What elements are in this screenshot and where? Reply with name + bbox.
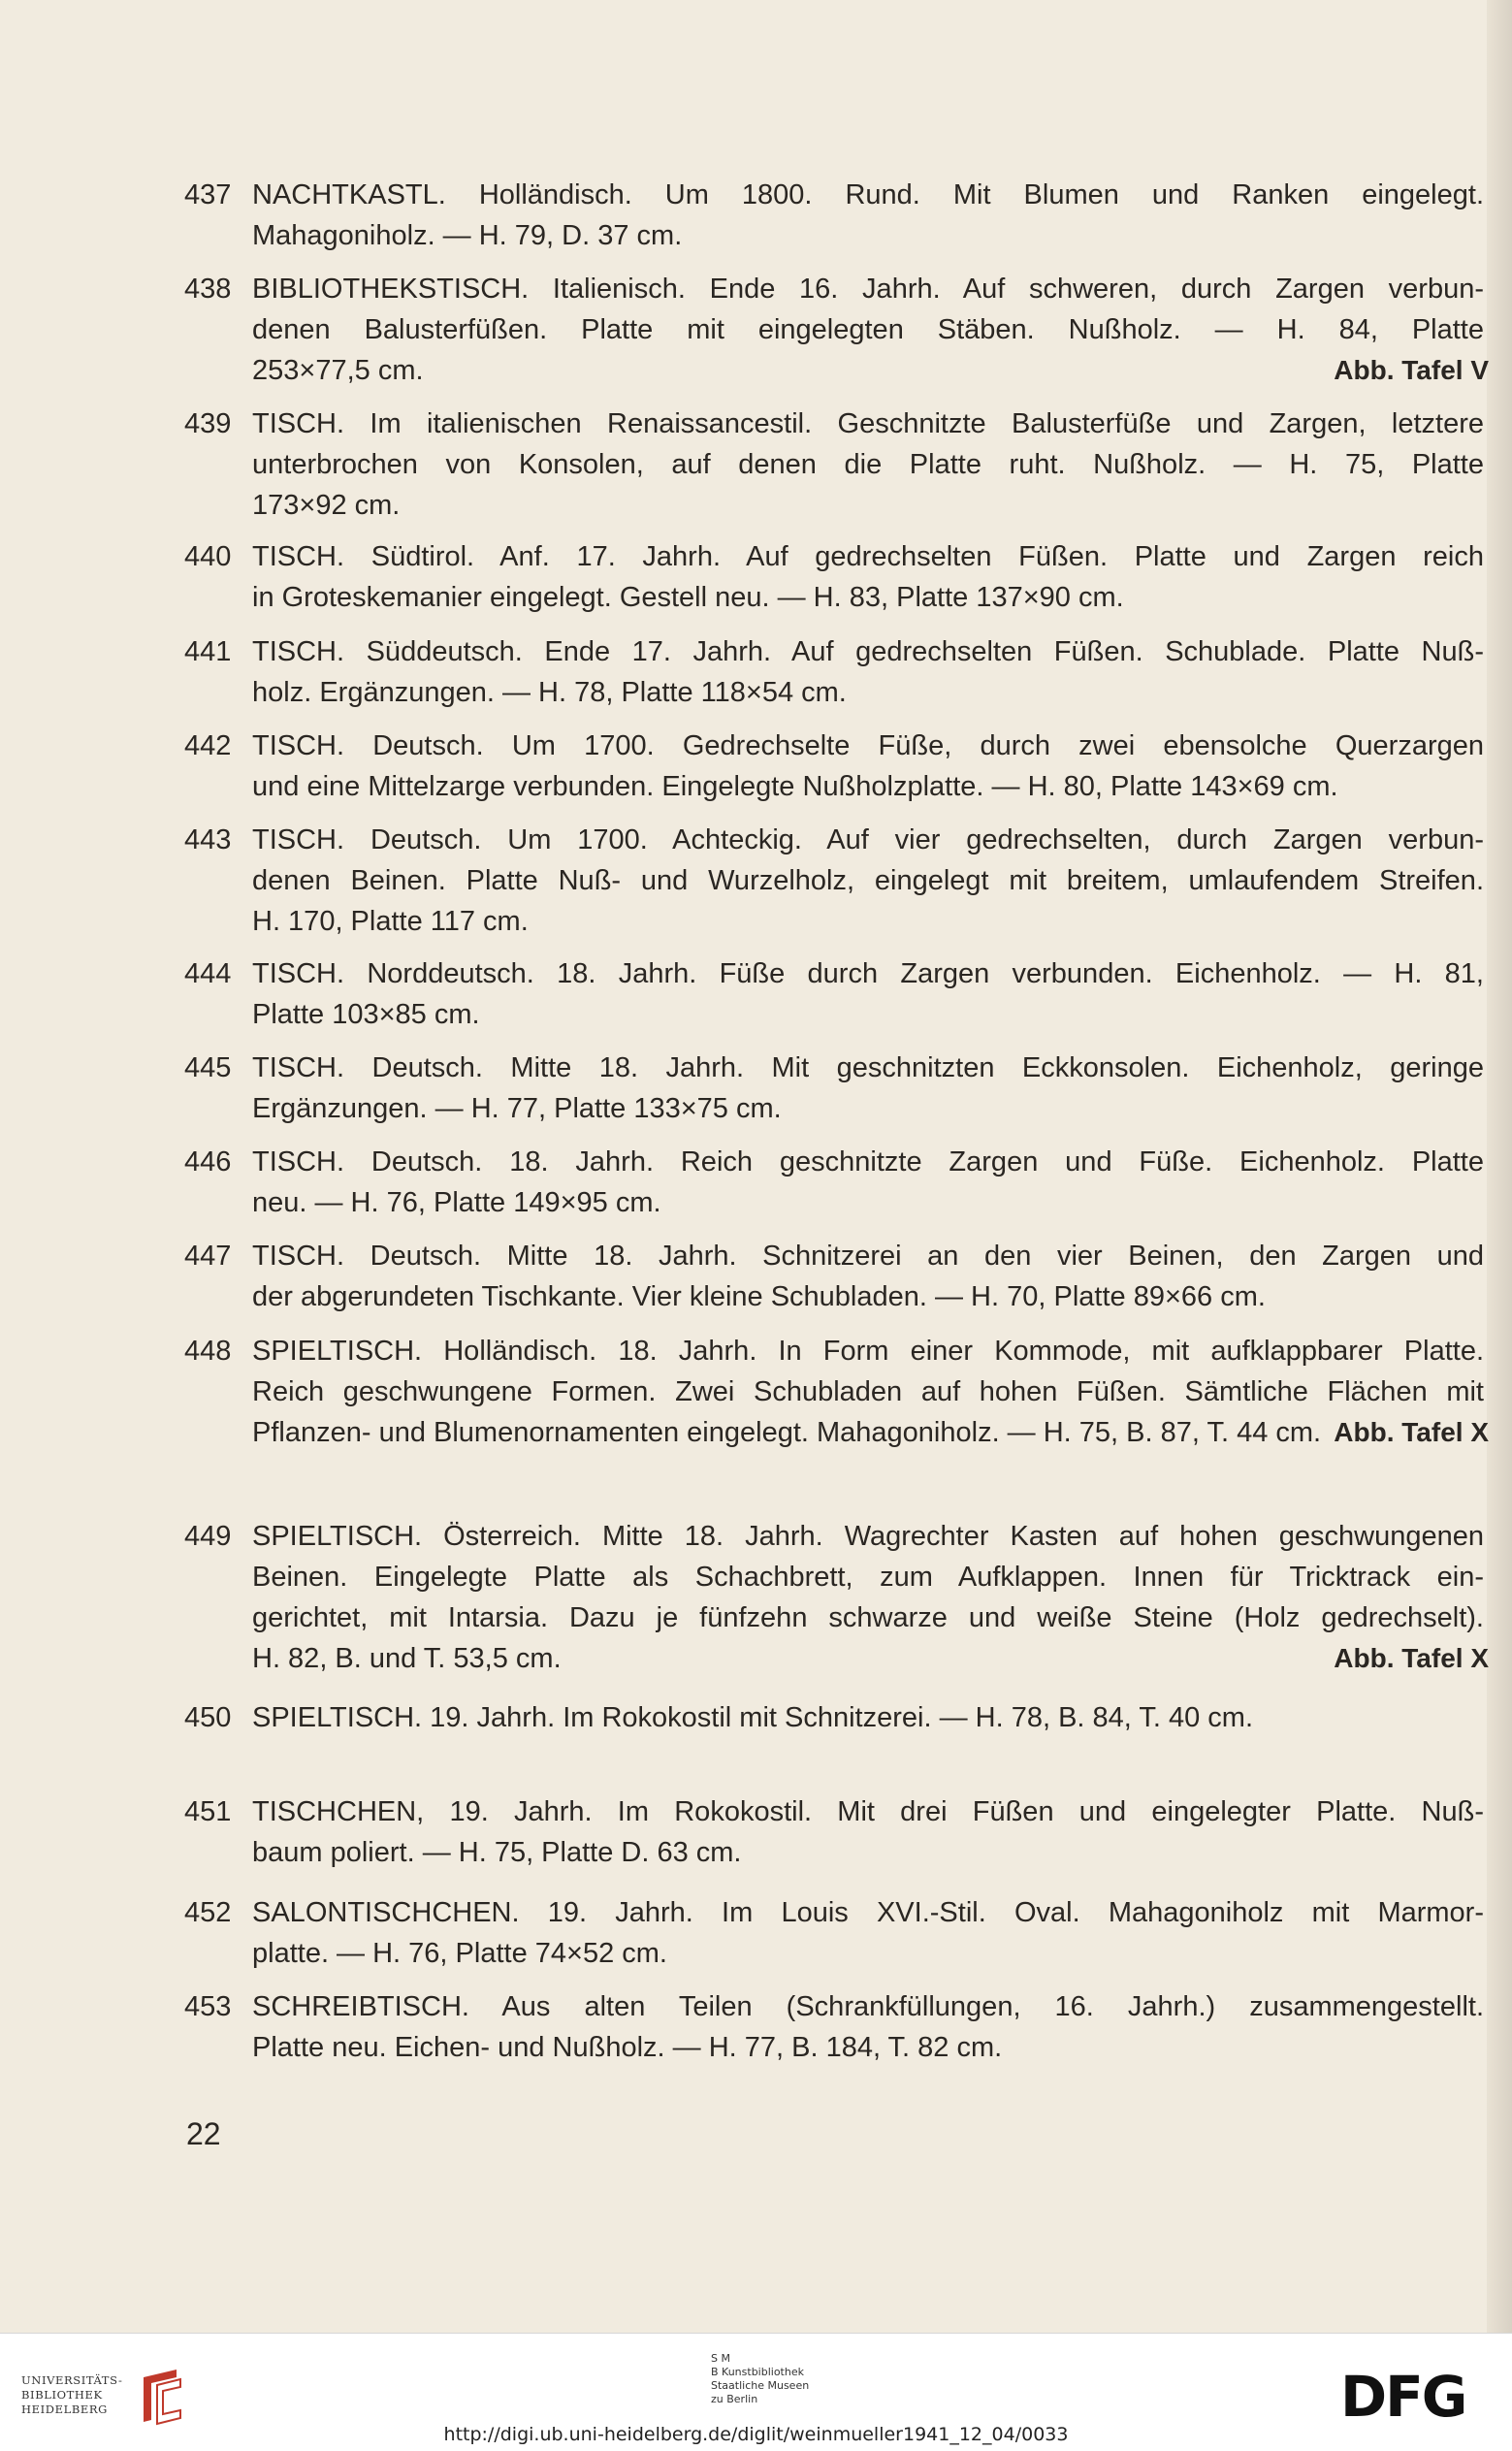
- entry-line: Beinen. Eingelegte Platte als Schachbrett, zum Aufklappen. Innen für Tricktrack ein-: [252, 1562, 1484, 1593]
- catalog-entry: [184, 1142, 1489, 1223]
- entry-line: neu. — H. 76, Platte 149×95 cm.: [252, 1187, 661, 1218]
- entry-description: [252, 953, 1484, 1035]
- smb-kunstbibliothek-logo[interactable]: [711, 2352, 866, 2406]
- university-library-wordmark: [21, 2373, 136, 2417]
- smb-line: B Kunstbibliothek: [711, 2366, 804, 2378]
- university-library-logo[interactable]: [21, 2364, 196, 2432]
- entry-line: H. 82, B. und T. 53,5 cm.: [252, 1643, 562, 1674]
- entry-line: denen Beinen. Platte Nuß- und Wurzelholz, eingelegt mit breitem, umlaufendem Streifen.: [252, 865, 1484, 896]
- catalog-entry: [184, 820, 1489, 942]
- entry-description: [252, 1142, 1484, 1223]
- entry-description: [252, 175, 1484, 256]
- catalog-entry: [184, 726, 1489, 807]
- page-number: 22: [186, 2116, 221, 2151]
- catalog-entry: [184, 175, 1489, 256]
- entry-number: 442: [184, 730, 232, 761]
- entry-description: [252, 1986, 1484, 2068]
- entry-line: gerichtet, mit Intarsia. Dazu je fünfzehn schwarze und weiße Steine (Holz gedrechselt).: [252, 1602, 1484, 1633]
- entry-line: TISCH. Südtirol. Anf. 17. Jahrh. Auf gedrechselten Füßen. Platte und Zargen reich: [252, 541, 1484, 572]
- entry-line: NACHTKASTL. Holländisch. Um 1800. Rund. Mit Blumen und Ranken eingelegt.: [252, 179, 1484, 210]
- entry-number: 449: [184, 1521, 232, 1552]
- catalog-entry: [184, 269, 1489, 391]
- catalog-entry: [184, 1516, 1489, 1679]
- entry-number: 441: [184, 636, 232, 667]
- entry-description: [252, 1516, 1484, 1679]
- entry-description: [252, 1331, 1484, 1453]
- catalog-entry: [184, 1331, 1489, 1453]
- entry-line: TISCH. Deutsch. 18. Jahrh. Reich geschnitzte Zargen und Füße. Eichenholz. Platte: [252, 1146, 1484, 1177]
- entry-description: [252, 631, 1484, 713]
- university-line: UNIVERSITÄTS-: [21, 2373, 123, 2387]
- catalog-entry: [184, 1697, 1489, 1738]
- entry-number: 440: [184, 541, 232, 572]
- entry-number: 439: [184, 408, 232, 439]
- entry-line: TISCH. Deutsch. Mitte 18. Jahrh. Schnitzerei an den vier Beinen, den Zargen und: [252, 1241, 1484, 1272]
- entry-number: 453: [184, 1991, 232, 2022]
- smb-line: Staatliche Museen: [711, 2379, 810, 2392]
- entry-number: 438: [184, 274, 232, 305]
- smb-line: zu Berlin: [711, 2393, 758, 2405]
- entry-line: H. 170, Platte 117 cm.: [252, 906, 529, 937]
- entry-line: SPIELTISCH. Österreich. Mitte 18. Jahrh. Wagrechter Kasten auf hohen geschwungenen: [252, 1521, 1484, 1552]
- entry-line: Mahagoniholz. — H. 79, D. 37 cm.: [252, 220, 683, 251]
- entry-line: SPIELTISCH. Holländisch. 18. Jahrh. In Form einer Kommode, mit aufklappbarer Platte.: [252, 1336, 1484, 1367]
- entry-number: 448: [184, 1336, 232, 1367]
- entry-line: unterbrochen von Konsolen, auf denen die Platte ruht. Nußholz. — H. 75, Platte: [252, 449, 1484, 480]
- catalog-entry: [184, 536, 1489, 618]
- entry-description: [252, 1697, 1484, 1738]
- entry-line: der abgerundeten Tischkante. Vier kleine Schubladen. — H. 70, Platte 89×66 cm.: [252, 1281, 1266, 1312]
- entry-line: Platte 103×85 cm.: [252, 999, 480, 1030]
- entry-number: 447: [184, 1241, 232, 1272]
- entry-line: baum poliert. — H. 75, Platte D. 63 cm.: [252, 1837, 742, 1868]
- catalog-entry: [184, 1791, 1489, 1873]
- catalog-entry: [184, 403, 1489, 526]
- entry-description: [252, 1048, 1484, 1129]
- entry-line: Pflanzen- und Blumenornamenten eingelegt. Mahagoniholz. — H. 75, B. 87, T. 44 cm.: [252, 1417, 1322, 1448]
- entry-number: 437: [184, 179, 232, 210]
- entry-line: TISCH. Deutsch. Um 1700. Achteckig. Auf vier gedrechselten, durch Zargen verbun-: [252, 824, 1484, 855]
- university-line: HEIDELBERG: [21, 2403, 108, 2416]
- plate-reference: Abb. Tafel X: [1334, 1643, 1489, 1673]
- catalog-entry: [184, 953, 1489, 1035]
- dfg-logo-text: DFG: [1340, 2368, 1466, 2424]
- permalink-url[interactable]: http://digi.ub.uni-heidelberg.de/diglit/weinmueller1941_12_04/0033: [443, 2424, 1069, 2445]
- entry-line: und eine Mittelzarge verbunden. Eingelegte Nußholzplatte. — H. 80, Platte 143×69 cm.: [252, 771, 1338, 802]
- entry-line: denen Balusterfüßen. Platte mit eingelegten Stäben. Nußholz. — H. 84, Platte: [252, 314, 1484, 345]
- entry-line: BIBLIOTHEKSTISCH. Italienisch. Ende 16. Jahrh. Auf schweren, durch Zargen verbun-: [252, 274, 1484, 305]
- viewer-footer: [0, 2333, 1512, 2451]
- entry-description: [252, 1791, 1484, 1873]
- entry-number: 446: [184, 1146, 232, 1177]
- entry-description: [252, 726, 1484, 807]
- entry-line: SCHREIBTISCH. Aus alten Teilen (Schrankfüllungen, 16. Jahrh.) zusammengestellt.: [252, 1991, 1484, 2022]
- entry-line: TISCH. Deutsch. Um 1700. Gedrechselte Füße, durch zwei ebensolche Querzargen: [252, 730, 1484, 761]
- plate-reference: Abb. Tafel V: [1334, 355, 1489, 385]
- catalog-entry: [184, 1048, 1489, 1129]
- catalog-entry: [184, 1892, 1489, 1974]
- entry-line: TISCH. Deutsch. Mitte 18. Jahrh. Mit geschnitzten Eckkonsolen. Eichenholz, geringe: [252, 1052, 1484, 1083]
- footer-divider: [0, 2333, 1512, 2334]
- entry-line: 173×92 cm.: [252, 490, 401, 521]
- entry-line: Platte neu. Eichen- und Nußholz. — H. 77, B. 184, T. 82 cm.: [252, 2032, 1003, 2063]
- catalog-entry: [184, 631, 1489, 713]
- entry-line: Reich geschwungene Formen. Zwei Schubladen auf hohen Füßen. Sämtliche Flächen mit: [252, 1376, 1484, 1407]
- entry-number: 451: [184, 1796, 232, 1827]
- catalog-entry: [184, 1986, 1489, 2068]
- entry-line: SALONTISCHCHEN. 19. Jahrh. Im Louis XVI.-Stil. Oval. Mahagoniholz mit Marmor-: [252, 1897, 1484, 1928]
- entry-line: SPIELTISCH. 19. Jahrh. Im Rokokostil mit Schnitzerei. — H. 78, B. 84, T. 40 cm.: [252, 1702, 1254, 1733]
- entry-number: 452: [184, 1897, 232, 1928]
- entry-line: TISCH. Im italienischen Renaissancestil. Geschnitzte Balusterfüße und Zargen, letztere: [252, 408, 1484, 439]
- entry-line: TISCH. Süddeutsch. Ende 17. Jahrh. Auf gedrechselten Füßen. Schublade. Platte Nuß-: [252, 636, 1484, 667]
- entry-description: [252, 536, 1484, 618]
- entry-number: 444: [184, 958, 232, 989]
- entry-number: 450: [184, 1702, 232, 1733]
- entry-number: 445: [184, 1052, 232, 1083]
- dfg-logo[interactable]: [1340, 2368, 1486, 2424]
- entry-line: Ergänzungen. — H. 77, Platte 133×75 cm.: [252, 1093, 782, 1124]
- entry-line: holz. Ergänzungen. — H. 78, Platte 118×54 cm.: [252, 677, 847, 708]
- catalog-entry: [184, 1236, 1489, 1317]
- entry-line: 253×77,5 cm.: [252, 355, 424, 386]
- entry-description: [252, 403, 1484, 526]
- entry-line: in Groteskemanier eingelegt. Gestell neu. — H. 83, Platte 137×90 cm.: [252, 582, 1124, 613]
- entry-description: [252, 1892, 1484, 1974]
- university-seal-icon: [138, 2364, 190, 2432]
- entry-line: TISCHCHEN, 19. Jahrh. Im Rokokostil. Mit drei Füßen und eingelegter Platte. Nuß-: [252, 1796, 1484, 1827]
- page-edge-shadow: [1487, 0, 1512, 2333]
- plate-reference: Abb. Tafel X: [1334, 1417, 1489, 1447]
- entry-description: [252, 269, 1484, 391]
- university-line: BIBLIOTHEK: [21, 2388, 103, 2402]
- entry-description: [252, 1236, 1484, 1317]
- entry-line: platte. — H. 76, Platte 74×52 cm.: [252, 1938, 667, 1969]
- entry-number: 443: [184, 824, 232, 855]
- smb-line: S M: [711, 2352, 730, 2365]
- entry-description: [252, 820, 1484, 942]
- entry-line: TISCH. Norddeutsch. 18. Jahrh. Füße durch Zargen verbunden. Eichenholz. — H. 81,: [252, 958, 1484, 989]
